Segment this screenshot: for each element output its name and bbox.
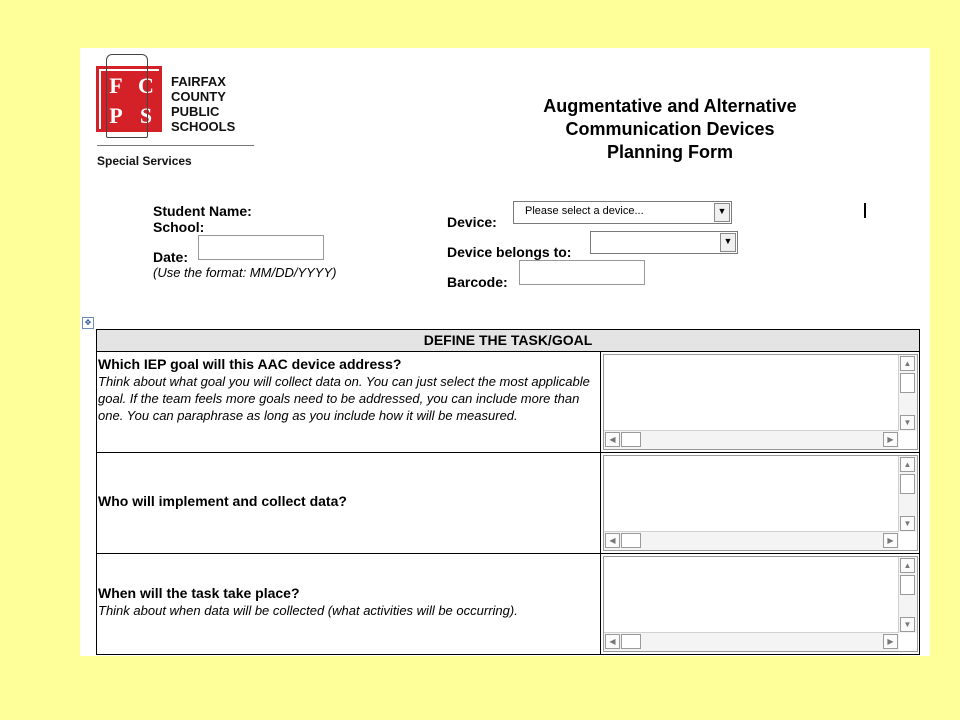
scroll-thumb[interactable]: [900, 373, 915, 393]
question-text: Who will implement and collect data?: [98, 493, 347, 509]
logo-letter-s: S: [131, 101, 161, 131]
move-arrows-icon[interactable]: ✥: [82, 317, 94, 329]
horizontal-scrollbar[interactable]: [604, 531, 899, 550]
scroll-thumb[interactable]: [900, 575, 915, 595]
scroll-right-icon[interactable]: ▶: [883, 432, 898, 447]
vertical-scrollbar[interactable]: [898, 355, 917, 431]
form-sheet: [80, 48, 930, 656]
task-goal-table: [96, 329, 920, 655]
question-cell: [97, 554, 601, 654]
scroll-down-icon[interactable]: ▼: [900, 415, 915, 430]
title-line: Augmentative and Alternative: [543, 96, 797, 116]
answer-cell: [602, 352, 919, 452]
question-text: Which IEP goal will this AAC device address?: [98, 356, 402, 372]
date-format-hint: (Use the format: MM/DD/YYYY): [153, 265, 337, 280]
horizontal-scrollbar[interactable]: [604, 632, 899, 651]
question-cell: [97, 453, 601, 553]
text-cursor: [864, 203, 866, 218]
scroll-thumb[interactable]: [621, 533, 641, 548]
table-header: DEFINE THE TASK/GOAL: [97, 329, 919, 352]
scroll-up-icon[interactable]: ▲: [900, 558, 915, 573]
answer-cell: [602, 453, 919, 553]
scroll-thumb[interactable]: [900, 474, 915, 494]
student-name-label: Student Name:: [153, 203, 252, 219]
question-cell: [97, 352, 601, 452]
device-select[interactable]: [513, 201, 732, 224]
logo-word: FAIRFAX: [171, 74, 226, 89]
scroll-up-icon[interactable]: ▲: [900, 457, 915, 472]
scroll-left-icon[interactable]: ◀: [605, 634, 620, 649]
answer-textarea[interactable]: [603, 455, 918, 551]
table-row: [97, 352, 919, 453]
logo-word: SCHOOLS: [171, 119, 236, 134]
chevron-down-icon[interactable]: ▼: [714, 203, 730, 222]
answer-cell: [602, 554, 919, 654]
scroll-right-icon[interactable]: ▶: [883, 533, 898, 548]
logo-letter-p: P: [101, 101, 131, 131]
horizontal-scrollbar[interactable]: [604, 430, 899, 449]
scroll-right-icon[interactable]: ▶: [883, 634, 898, 649]
logo-word: COUNTY: [171, 89, 226, 104]
device-label: Device:: [447, 214, 497, 230]
answer-textarea[interactable]: [603, 354, 918, 450]
school-label: School:: [153, 219, 205, 235]
page-title: [500, 95, 840, 164]
scroll-down-icon[interactable]: ▼: [900, 617, 915, 632]
chevron-down-icon[interactable]: ▼: [720, 233, 736, 252]
date-label: Date:: [153, 249, 189, 265]
table-row: [97, 554, 919, 655]
question-description: Think about when data will be collected (what activities will be occurring).: [98, 603, 518, 618]
title-line: Communication Devices: [565, 119, 775, 139]
answer-textarea[interactable]: [603, 556, 918, 652]
vertical-scrollbar[interactable]: [898, 456, 917, 532]
device-belongs-select[interactable]: [590, 231, 738, 254]
logo-wordmark: [171, 74, 235, 134]
logo-divider: [97, 145, 254, 146]
logo-letter-f: F: [101, 71, 131, 101]
barcode-field[interactable]: [519, 260, 645, 285]
logo-word: PUBLIC: [171, 104, 220, 119]
scroll-down-icon[interactable]: ▼: [900, 516, 915, 531]
barcode-label: Barcode:: [447, 274, 508, 290]
logo-letter-c: C: [131, 71, 161, 101]
table-row: [97, 453, 919, 554]
fcps-logo: [96, 54, 256, 168]
date-field[interactable]: [198, 235, 324, 260]
device-select-value: Please select a device...: [525, 205, 644, 217]
department-name: Special Services: [97, 154, 192, 168]
scroll-left-icon[interactable]: ◀: [605, 432, 620, 447]
scroll-thumb[interactable]: [621, 634, 641, 649]
vertical-scrollbar[interactable]: [898, 557, 917, 633]
book-icon: [106, 54, 148, 138]
question-description: Think about what goal you will collect data on. You can just select the most applicable goal. If the team feels more goals need to be addressed, you can include more than one. You can paraphrase as long as you include how it will be measured.: [98, 374, 590, 423]
device-belongs-label: Device belongs to:: [447, 244, 572, 260]
scroll-up-icon[interactable]: ▲: [900, 356, 915, 371]
question-text: When will the task take place?: [98, 585, 300, 601]
scroll-thumb[interactable]: [621, 432, 641, 447]
scroll-left-icon[interactable]: ◀: [605, 533, 620, 548]
title-line: Planning Form: [607, 142, 733, 162]
